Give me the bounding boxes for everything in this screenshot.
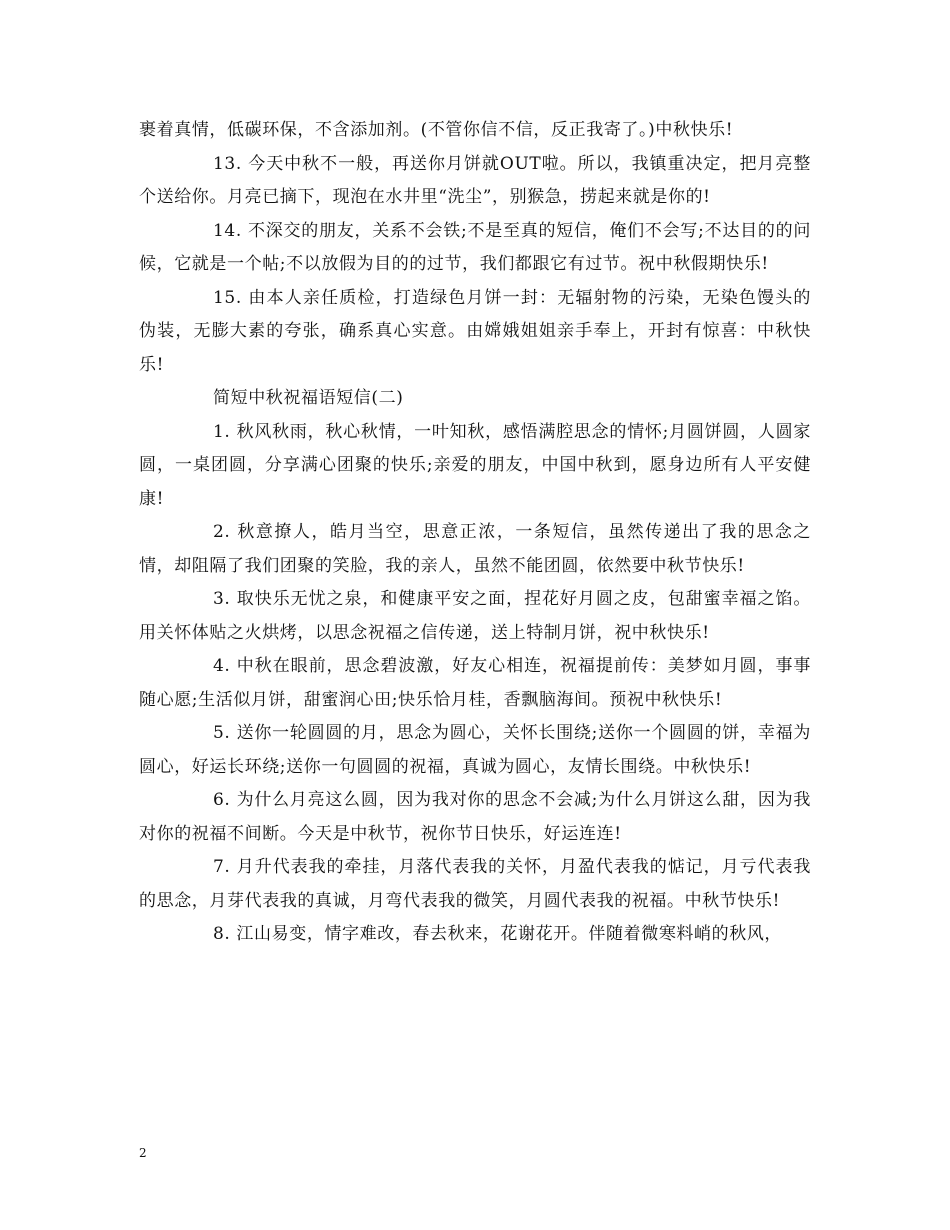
section-item-2: 2. 秋意撩人，皓月当空，思意正浓，一条短信，虽然传递出了我的思念之情，却阻隔了我们团聚的笑脸，我的亲人，虽然不能团圆，依然要中秋节快乐! bbox=[139, 522, 811, 576]
paragraph-continuation: 裹着真情，低碳环保，不含添加剂。(不管你信不信，反正我寄了。)中秋快乐! bbox=[139, 120, 734, 140]
paragraph-item-14: 14. 不深交的朋友，关系不会铁;不是至真的短信，俺们不会写;不达目的的问候，它就是一个帖;不以放假为目的的过节，我们都跟它有过节。祝中秋假期快乐! bbox=[139, 220, 811, 274]
document-body bbox=[139, 114, 811, 952]
section-item-3: 3. 取快乐无忧之泉，和健康平安之面，捏花好月圆之皮，包甜蜜幸福之馅。用关怀体贴之火烘烤，以思念祝福之信传递，送上特制月饼，祝中秋快乐! bbox=[139, 589, 811, 643]
section-item-5: 5. 送你一轮圆圆的月，思念为圆心，关怀长围绕;送你一个圆圆的饼，幸福为圆心，好运长环绕;送你一句圆圆的祝福，真诚为圆心，友情长围绕。中秋快乐! bbox=[139, 723, 811, 777]
paragraph-item-13: 13. 今天中秋不一般，再送你月饼就OUT啦。所以，我镇重决定，把月亮整个送给你。月亮已摘下，现泡在水井里“洗尘”，别猴急，捞起来就是你的! bbox=[139, 153, 811, 207]
section-item-7: 7. 月升代表我的牵挂，月落代表我的关怀，月盈代表我的惦记，月亏代表我的思念，月芽代表我的真诚，月弯代表我的微笑，月圆代表我的祝福。中秋节快乐! bbox=[139, 857, 811, 911]
page-number: 2 bbox=[139, 1146, 147, 1160]
section-item-6: 6. 为什么月亮这么圆，因为我对你的思念不会减;为什么月饼这么甜，因为我对你的祝福不间断。今天是中秋节，祝你节日快乐，好运连连! bbox=[139, 790, 811, 844]
section-item-8: 8. 江山易变，情字难改，春去秋来，花谢花开。伴随着微寒料峭的秋风， bbox=[213, 924, 783, 944]
paragraph-item-15: 15. 由本人亲任质检，打造绿色月饼一封：无辐射物的污染，无染色馒头的伪装，无膨大素的夸张，确系真心实意。由嫦娥姐姐亲手奉上，开封有惊喜：中秋快乐! bbox=[139, 287, 811, 375]
section-item-4: 4. 中秋在眼前，思念碧波激，好友心相连，祝福提前传：美梦如月圆，事事随心愿;生活似月饼，甜蜜润心田;快乐恰月桂，香飘脑海间。预祝中秋快乐! bbox=[139, 656, 811, 710]
section-item-1: 1. 秋风秋雨，秋心秋情，一叶知秋，感悟满腔思念的情怀;月圆饼圆，人圆家圆，一桌团圆，分享满心团聚的快乐;亲爱的朋友，中国中秋到，愿身边所有人平安健康! bbox=[139, 421, 811, 509]
section-heading: 简短中秋祝福语短信(二) bbox=[213, 388, 404, 408]
